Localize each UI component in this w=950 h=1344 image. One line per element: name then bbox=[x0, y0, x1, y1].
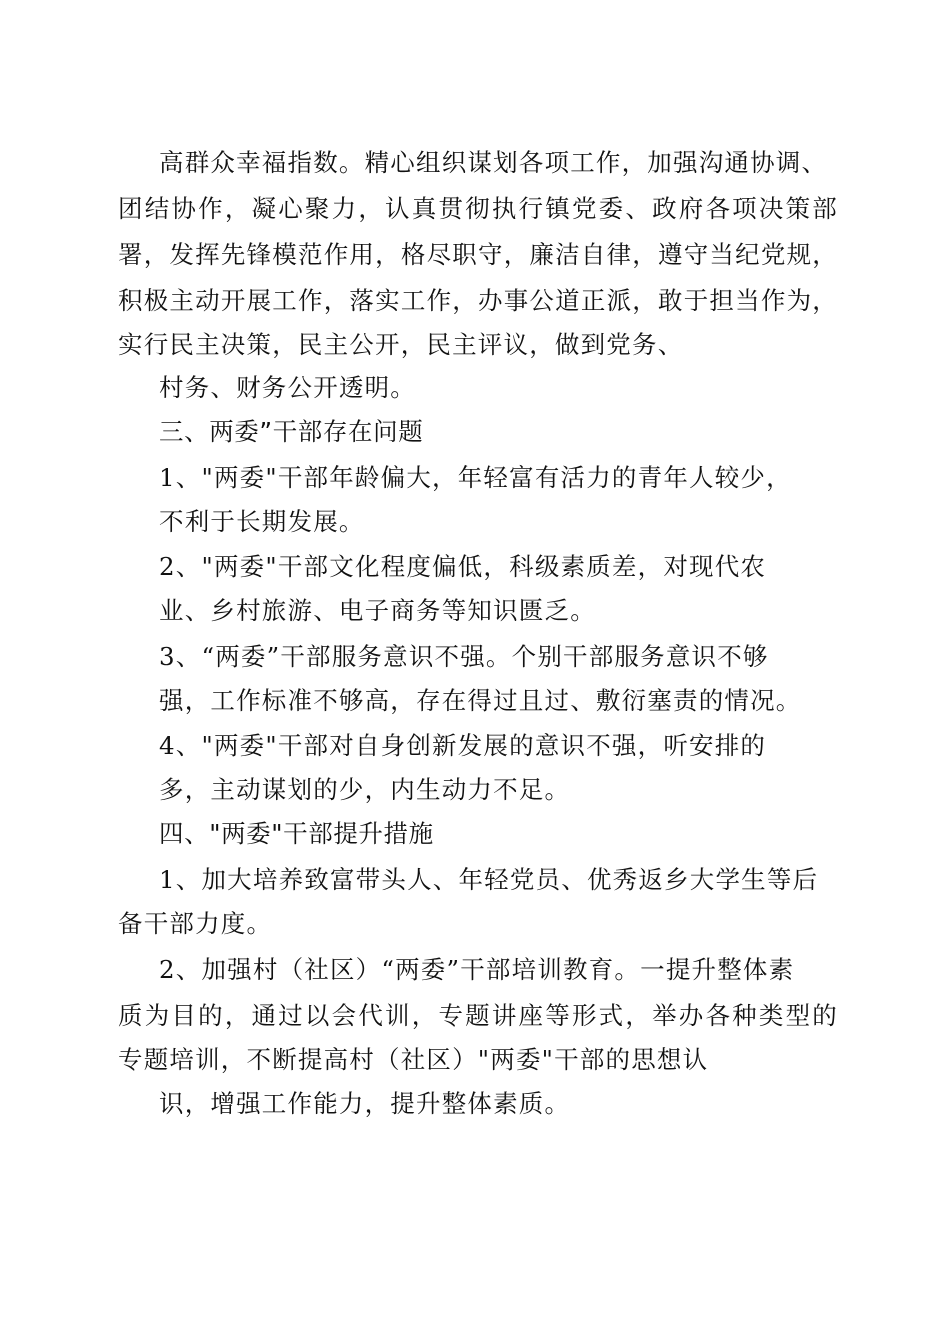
list-item: 4、"两委"干部对自身创新发展的意识不强，听安排的 bbox=[159, 731, 767, 760]
section-heading: 四、"两委"干部提升措施 bbox=[159, 819, 434, 848]
paragraph-line: 实行民主决策，民主公开，民主评议，做到党务、 bbox=[118, 330, 684, 359]
paragraph-line: 署，发挥先锋模范作用，格尽职守，廉洁自律，遵守当纪党规， bbox=[118, 240, 838, 269]
list-item-continuation: 专题培训，不断提高村（社区）"两委"干部的思想认 bbox=[118, 1045, 709, 1074]
paragraph-line: 团结协作，凝心聚力，认真贯彻执行镇党委、政府各项决策部 bbox=[118, 194, 838, 223]
list-item: 1、加大培养致富带头人、年轻党员、优秀返乡大学生等后 bbox=[159, 865, 819, 894]
list-item-continuation: 业、乡村旅游、电子商务等知识匮乏。 bbox=[159, 596, 596, 625]
paragraph-line: 高群众幸福指数。精心组织谋划各项工作，加强沟通协调、 bbox=[159, 148, 828, 177]
list-item: 3、“两委”干部服务意识不强。个别干部服务意识不够 bbox=[159, 642, 769, 671]
list-item-continuation: 识，增强工作能力，提升整体素质。 bbox=[159, 1089, 571, 1118]
list-item-continuation: 备干部力度。 bbox=[118, 909, 273, 938]
list-item-continuation: 质为目的，通过以会代训，专题讲座等形式，举办各种类型的 bbox=[118, 1001, 838, 1030]
list-item: 2、加强村（社区）“两委”干部培训教育。一提升整体素 bbox=[159, 955, 795, 984]
list-item: 1、"两委"干部年龄偏大，年轻富有活力的青年人较少， bbox=[159, 463, 792, 492]
paragraph-line: 村务、财务公开透明。 bbox=[159, 373, 416, 402]
list-item: 2、"两委"干部文化程度偏低，科级素质差，对现代农 bbox=[159, 552, 767, 581]
list-item-continuation: 不利于长期发展。 bbox=[159, 507, 365, 536]
list-item-continuation: 多，主动谋划的少，内生动力不足。 bbox=[159, 775, 571, 804]
section-heading: 三、两委”干部存在问题 bbox=[159, 417, 424, 446]
list-item-continuation: 强，工作标准不够高，存在得过且过、敷衍塞责的情况。 bbox=[159, 686, 802, 715]
paragraph-line: 积极主动开展工作，落实工作，办事公道正派，敢于担当作为， bbox=[118, 286, 838, 315]
